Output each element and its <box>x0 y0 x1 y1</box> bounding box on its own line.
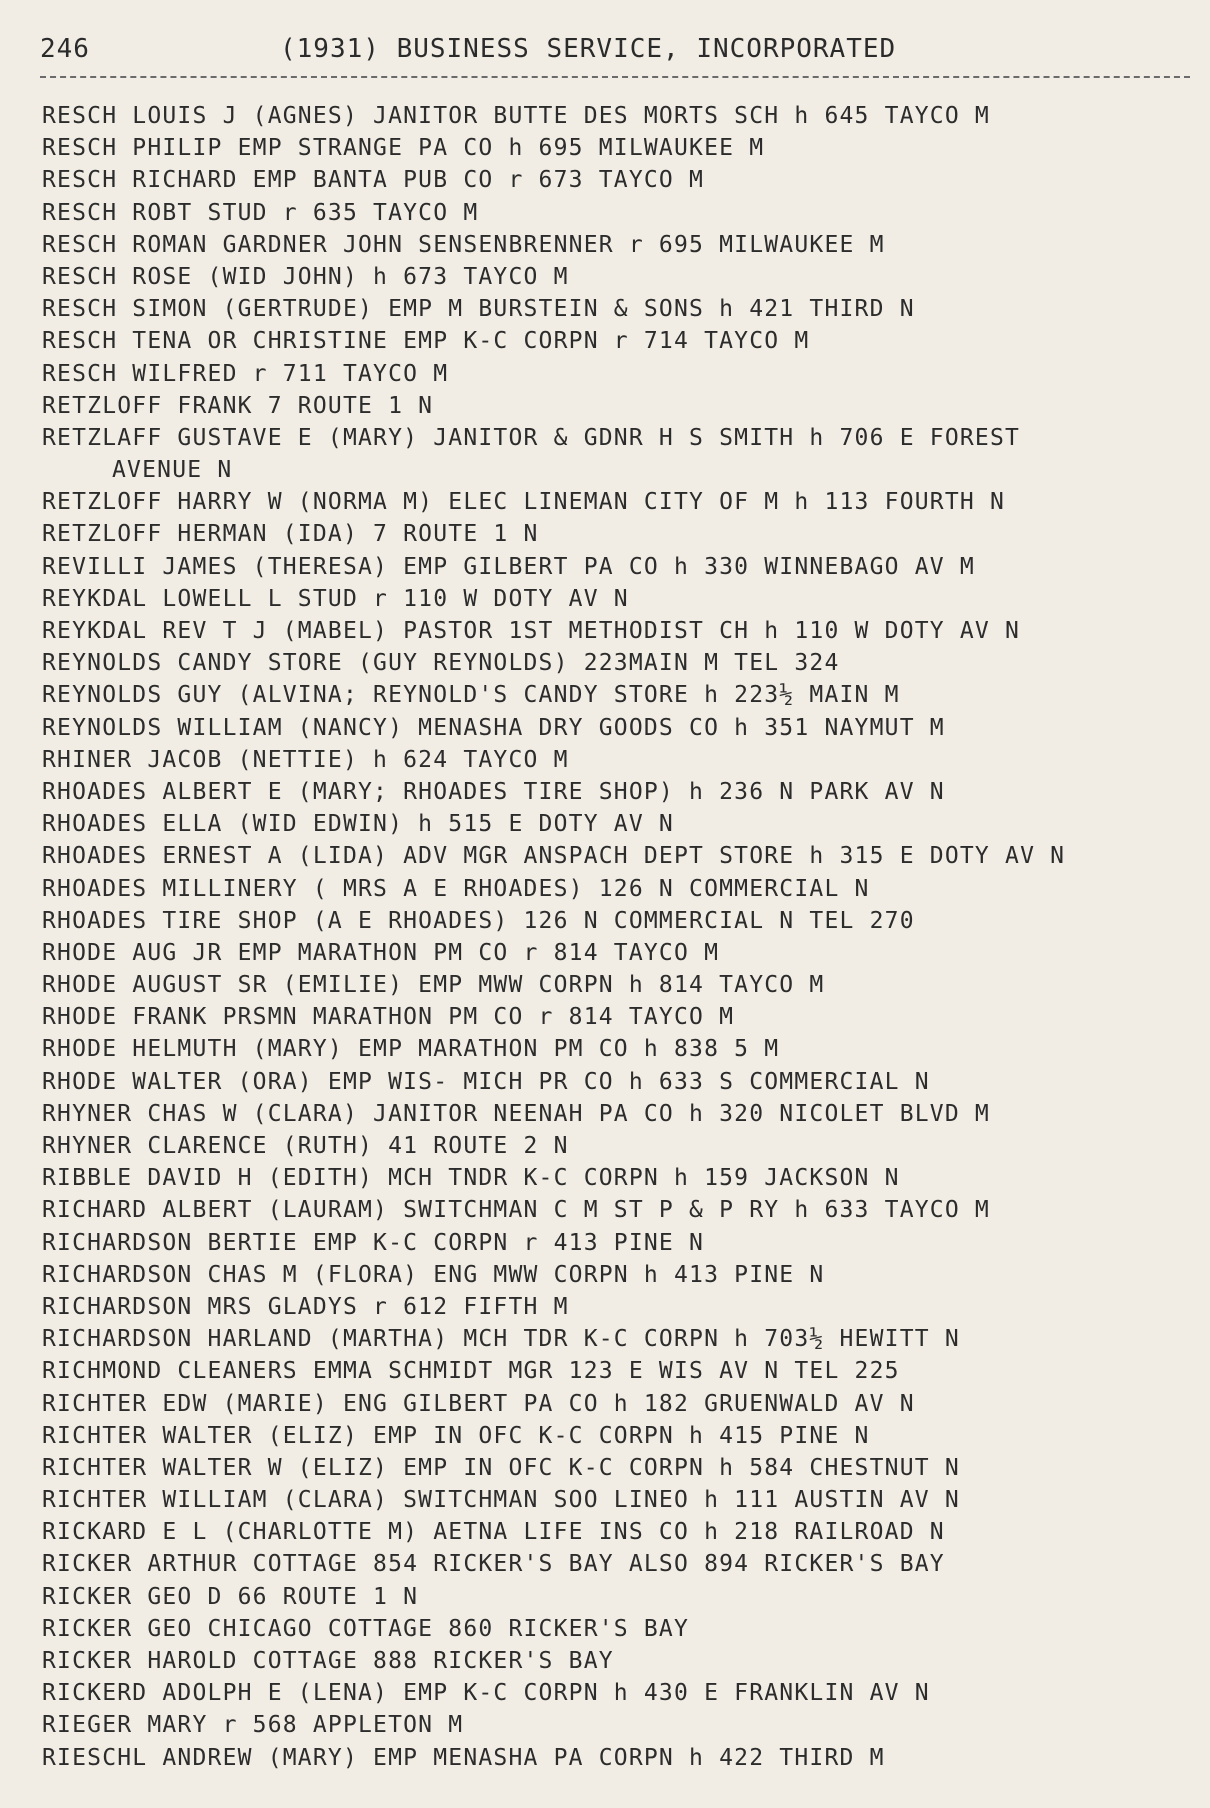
directory-entry: RHYNER CHAS W (CLARA) JANITOR NEENAH PA CO h 320 NICOLET BLVD M <box>42 1100 990 1127</box>
directory-entry: RESCH SIMON (GERTRUDE) EMP M BURSTEIN & SONS h 421 THIRD N <box>42 296 915 323</box>
directory-entry: RICKER HAROLD COTTAGE 888 RICKER'S BAY <box>42 1648 614 1674</box>
directory-entry: RICKARD E L (CHARLOTTE M) AETNA LIFE INS CO h 218 RAILROAD N <box>42 1519 945 1546</box>
directory-entry: RHODE HELMUTH (MARY) EMP MARATHON PM CO h 838 5 M <box>42 1036 780 1063</box>
directory-entry: RESCH ROSE (WID JOHN) h 673 TAYCO M <box>42 263 569 290</box>
directory-entry: RICKER GEO CHICAGO COTTAGE 860 RICKER'S BAY <box>42 1615 690 1642</box>
directory-entry: RICHTER EDW (MARIE) ENG GILBERT PA CO h 182 GRUENWALD AV N <box>42 1390 915 1417</box>
header-divider <box>40 76 1190 78</box>
directory-entry: RESCH RICHARD EMP BANTA PUB CO r 673 TAYCO M <box>42 167 705 194</box>
page-heading: (1931) BUSINESS SERVICE, INCORPORATED <box>280 34 897 64</box>
directory-entry: RHOADES ALBERT E (MARY; RHOADES TIRE SHOP) h 236 N PARK AV N <box>42 778 945 805</box>
directory-entry: REYNOLDS CANDY STORE (GUY REYNOLDS) 223MAIN M TEL 324 <box>42 650 840 677</box>
directory-entry: REYNOLDS WILLIAM (NANCY) MENASHA DRY GOODS CO h 351 NAYMUT M <box>42 714 945 741</box>
directory-entry: RHODE WALTER (ORA) EMP WIS- MICH PR CO h 633 S COMMERCIAL N <box>42 1068 930 1095</box>
directory-entry: REYNOLDS GUY (ALVINA; REYNOLD'S CANDY STORE h 223½ MAIN M <box>42 682 900 709</box>
directory-entry: REYKDAL REV T J (MABEL) PASTOR 1ST METHODIST CH h 110 W DOTY AV N <box>42 618 1021 644</box>
directory-entry: REVILLI JAMES (THERESA) EMP GILBERT PA CO h 330 WINNEBAGO AV M <box>42 553 975 580</box>
directory-entry: RHOADES MILLINERY ( MRS A E RHOADES) 126 N COMMERCIAL N <box>42 875 870 902</box>
directory-entry: RHOADES TIRE SHOP (A E RHOADES) 126 N COMMERCIAL N TEL 270 <box>42 907 915 934</box>
directory-entry: RESCH TENA OR CHRISTINE EMP K-C CORPN r 714 TAYCO M <box>42 328 810 355</box>
directory-entry: RETZLOFF FRANK 7 ROUTE 1 N <box>42 392 434 419</box>
directory-entry: RICKER ARTHUR COTTAGE 854 RICKER'S BAY ALSO 894 RICKER'S BAY <box>42 1551 945 1578</box>
directory-entry: RHINER JACOB (NETTIE) h 624 TAYCO M <box>42 746 569 773</box>
directory-entry: RHYNER CLARENCE (RUTH) 41 ROUTE 2 N <box>42 1133 569 1159</box>
directory-entry: RHODE AUG JR EMP MARATHON PM CO r 814 TAYCO M <box>42 939 720 966</box>
directory-entry: RESCH WILFRED r 711 TAYCO M <box>42 360 449 387</box>
page-header <box>40 34 1190 70</box>
directory-entry: RESCH ROBT STUD r 635 TAYCO M <box>42 199 479 226</box>
directory-entry: RICHARDSON MRS GLADYS r 612 FIFTH M <box>42 1293 569 1320</box>
directory-entry: RHOADES ERNEST A (LIDA) ADV MGR ANSPACH DEPT STORE h 315 E DOTY AV N <box>42 843 1066 870</box>
directory-entry: RHODE FRANK PRSMN MARATHON PM CO r 814 TAYCO M <box>42 1004 735 1031</box>
directory-entry: RHODE AUGUST SR (EMILIE) EMP MWW CORPN h 814 TAYCO M <box>42 972 825 999</box>
directory-entry: RICHARDSON BERTIE EMP K-C CORPN r 413 PINE N <box>42 1229 705 1256</box>
directory-entry: RICHARDSON HARLAND (MARTHA) MCH TDR K-C CORPN h 703½ HEWITT N <box>42 1326 960 1353</box>
directory-entry: RICHTER WALTER W (ELIZ) EMP IN OFC K-C CORPN h 584 CHESTNUT N <box>42 1454 960 1481</box>
directory-entry-continuation: AVENUE N <box>112 457 233 484</box>
directory-entry: RICKER GEO D 66 ROUTE 1 N <box>42 1583 419 1610</box>
directory-entry: RETZLOFF HERMAN (IDA) 7 ROUTE 1 N <box>42 521 539 548</box>
directory-entry: RESCH ROMAN GARDNER JOHN SENSENBRENNER r 695 MILWAUKEE M <box>42 231 885 258</box>
directory-entry: RIEGER MARY r 568 APPLETON M <box>42 1712 464 1739</box>
directory-entry: RICHMOND CLEANERS EMMA SCHMIDT MGR 123 E WIS AV N TEL 225 <box>42 1358 900 1385</box>
directory-entry: RIESCHL ANDREW (MARY) EMP MENASHA PA CORPN h 422 THIRD M <box>42 1744 885 1771</box>
directory-entry: RICHTER WILLIAM (CLARA) SWITCHMAN SOO LINEO h 111 AUSTIN AV N <box>42 1487 960 1514</box>
page-number: 246 <box>40 34 90 64</box>
directory-entry: RICHARDSON CHAS M (FLORA) ENG MWW CORPN h 413 PINE N <box>42 1261 825 1288</box>
directory-entry: RESCH LOUIS J (AGNES) JANITOR BUTTE DES MORTS SCH h 645 TAYCO M <box>42 103 990 129</box>
directory-entry: RICKERD ADOLPH E (LENA) EMP K-C CORPN h 430 E FRANKLIN AV N <box>42 1680 930 1707</box>
directory-entry: REYKDAL LOWELL L STUD r 110 W DOTY AV N <box>42 585 629 612</box>
directory-entry: RICHTER WALTER (ELIZ) EMP IN OFC K-C CORPN h 415 PINE N <box>42 1422 870 1449</box>
directory-entry: RESCH PHILIP EMP STRANGE PA CO h 695 MILWAUKEE M <box>42 135 765 162</box>
directory-entries <box>42 100 1202 1774</box>
directory-entry: RETZLAFF GUSTAVE E (MARY) JANITOR & GDNR H S SMITH h 706 E FOREST <box>42 424 1021 451</box>
directory-entry: RHOADES ELLA (WID EDWIN) h 515 E DOTY AV N <box>42 811 674 838</box>
directory-entry: RICHARD ALBERT (LAURAM) SWITCHMAN C M ST P & P RY h 633 TAYCO M <box>42 1197 990 1224</box>
directory-entry: RETZLOFF HARRY W (NORMA M) ELEC LINEMAN CITY OF M h 113 FOURTH N <box>42 489 1006 516</box>
directory-entry: RIBBLE DAVID H (EDITH) MCH TNDR K-C CORPN h 159 JACKSON N <box>42 1165 900 1192</box>
